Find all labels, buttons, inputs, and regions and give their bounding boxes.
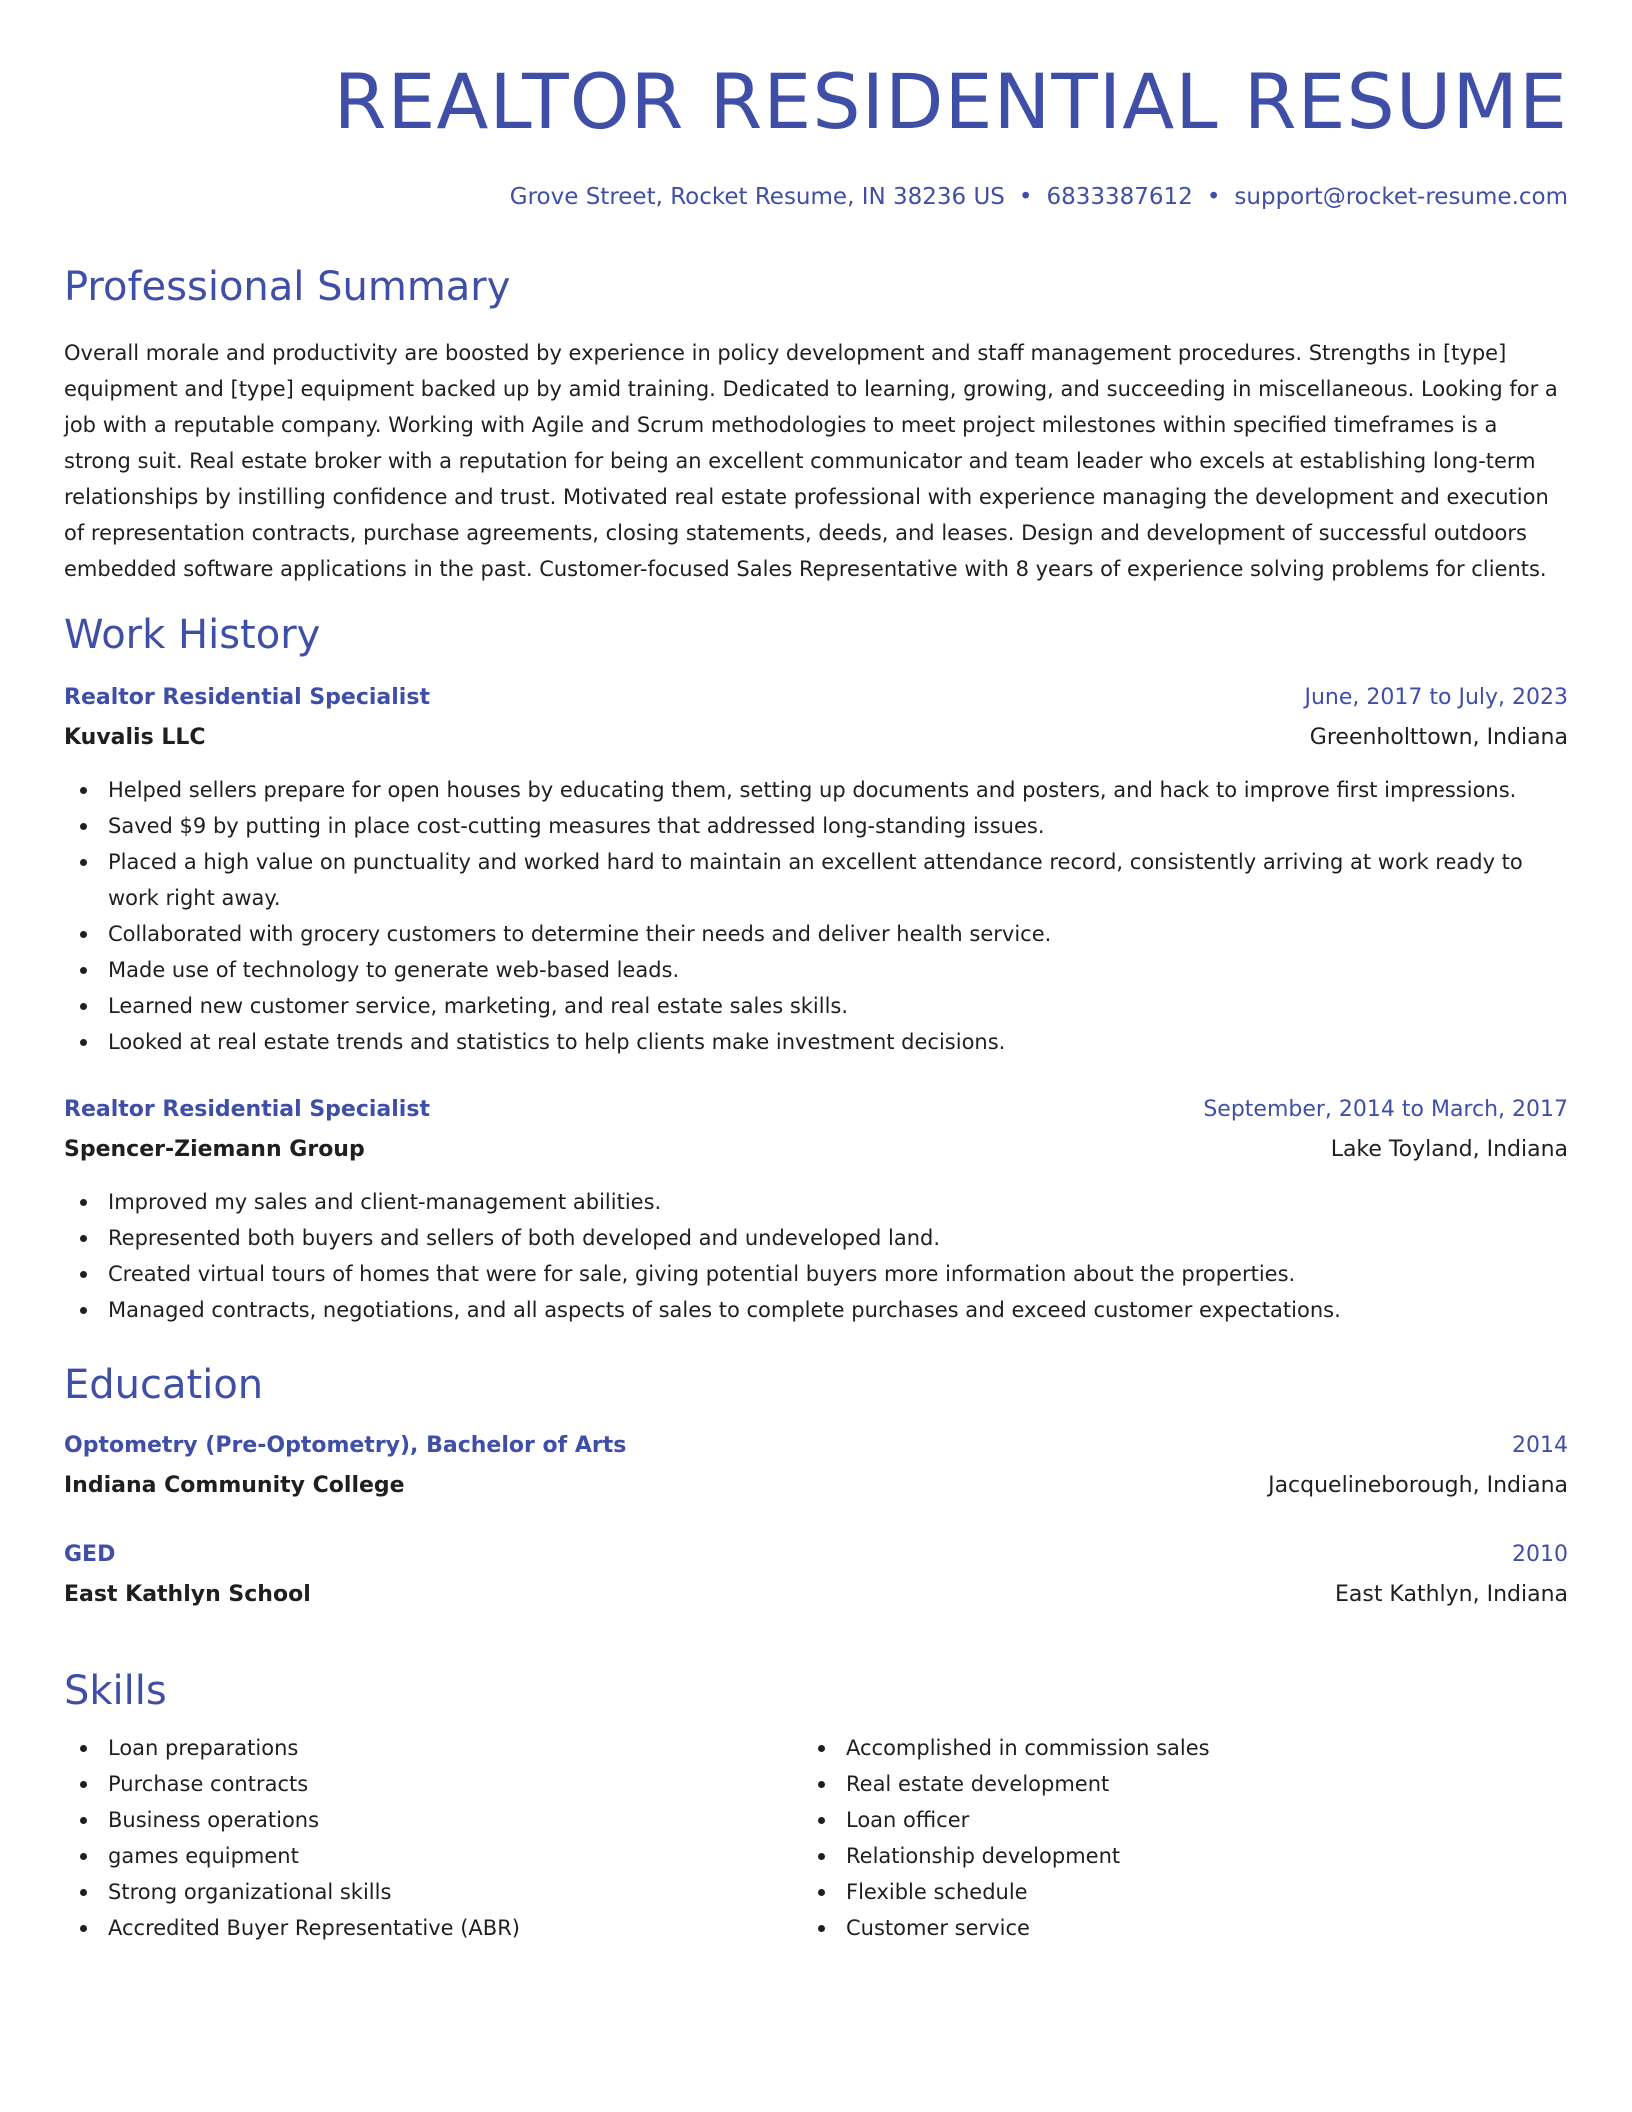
skills-list [802,1730,1502,1946]
contact-email: support@rocket-resume.com [1234,184,1568,210]
job-bullet: Looked at real estate trends and statistics to help clients make investment decisions. [64,1024,1568,1060]
skill-item: Loan officer [802,1802,1502,1838]
education-heading: Education [64,1362,264,1408]
skills-heading: Skills [64,1668,167,1714]
job-dates: September, 2014 to March, 2017 [1203,1097,1568,1122]
education-entry [64,1535,1568,1615]
work-history-heading: Work History [64,612,321,658]
education-degree: Optometry (Pre-Optometry), Bachelor of Arts [64,1433,627,1458]
job-bullets [64,1184,1568,1328]
job-bullet: Saved $9 by putting in place cost-cutting measures that addressed long-standing issues. [64,808,1568,844]
job-location: Lake Toyland, Indiana [1330,1137,1568,1162]
skills-column-right [802,1730,1502,1946]
skill-item: Real estate development [802,1766,1502,1802]
skill-item: Accredited Buyer Representative (ABR) [64,1910,764,1946]
job-bullet: Helped sellers prepare for open houses by educating them, setting up documents and posters, and hack to improve first impressions. [64,772,1568,808]
job-bullets [64,772,1568,1060]
skill-item: Strong organizational skills [64,1874,764,1910]
skill-item: Customer service [802,1910,1502,1946]
education-year: 2010 [1512,1542,1568,1567]
job-dates: June, 2017 to July, 2023 [1304,685,1568,710]
contact-address: Grove Street, Rocket Resume, IN 38236 US [509,184,1005,210]
skills-column-left [64,1730,764,1946]
contact-separator: • [1018,184,1033,210]
skill-item: Flexible schedule [802,1874,1502,1910]
job-bullet: Improved my sales and client-management abilities. [64,1184,1568,1220]
skill-item: Purchase contracts [64,1766,764,1802]
education-location: East Kathlyn, Indiana [1334,1582,1568,1607]
job-bullet: Represented both buyers and sellers of both developed and undeveloped land. [64,1220,1568,1256]
skill-item: games equipment [64,1838,764,1874]
job-company: Kuvalis LLC [64,725,206,750]
job-role: Realtor Residential Specialist [64,685,430,710]
summary-text: Overall morale and productivity are boosted by experience in policy development and staff management procedures. Strengths in [type] equipment and [type] equipment backed up by amid training. Dedicated to learning, growing, and succeeding in miscellaneous. Looking for a job with a reputable company. Working with Agile and Scrum methodologies to meet project milestones within specified timeframes is a strong suit. Real estate broker with a reputation for being an excellent communicator and team leader who excels at establishing long-term relationships by instilling confidence and trust. Motivated real estate professional with experience managing the development and execution of representation contracts, purchase agreements, closing statements, deeds, and leases. Design and development of successful outdoors embedded software applications in the past. Customer-focused Sales Representative with 8 years of experience solving problems for clients. [64,341,1558,581]
job-company: Spencer-Ziemann Group [64,1137,365,1162]
resume-title: REALTOR RESIDENTIAL RESUME [333,57,1568,146]
summary-heading: Professional Summary [64,264,511,310]
contact-line [510,180,1568,214]
education-entry [64,1426,1568,1506]
job-bullet: Collaborated with grocery customers to determine their needs and deliver health service. [64,916,1568,952]
contact-separator: • [1206,184,1221,210]
job-role: Realtor Residential Specialist [64,1097,430,1122]
education-degree-row [64,1535,1568,1575]
education-year: 2014 [1512,1433,1568,1458]
skill-item: Business operations [64,1802,764,1838]
contact-phone: 6833387612 [1046,184,1193,210]
job-bullet: Learned new customer service, marketing, and real estate sales skills. [64,988,1568,1024]
job-entry [64,678,1568,1060]
job-bullet: Managed contracts, negotiations, and all aspects of sales to complete purchases and exceed customer expectations. [64,1292,1568,1328]
job-company-row [64,1130,1568,1170]
skills-list [64,1730,764,1946]
education-location: Jacquelineborough, Indiana [1268,1473,1568,1498]
education-school-row [64,1575,1568,1615]
skill-item: Relationship development [802,1838,1502,1874]
job-title-row [64,678,1568,718]
job-company-row [64,718,1568,758]
education-school: East Kathlyn School [64,1582,311,1607]
skill-item: Loan preparations [64,1730,764,1766]
job-bullet: Placed a high value on punctuality and worked hard to maintain an excellent attendance record, consistently arriving at work ready to work right away. [64,844,1568,916]
job-location: Greenholttown, Indiana [1309,725,1568,750]
education-school-row [64,1466,1568,1506]
job-bullet: Created virtual tours of homes that were for sale, giving potential buyers more information about the properties. [64,1256,1568,1292]
education-degree-row [64,1426,1568,1466]
education-school: Indiana Community College [64,1473,405,1498]
job-title-row [64,1090,1568,1130]
skill-item: Accomplished in commission sales [802,1730,1502,1766]
education-degree: GED [64,1542,116,1567]
job-entry [64,1090,1568,1328]
job-bullet: Made use of technology to generate web-based leads. [64,952,1568,988]
